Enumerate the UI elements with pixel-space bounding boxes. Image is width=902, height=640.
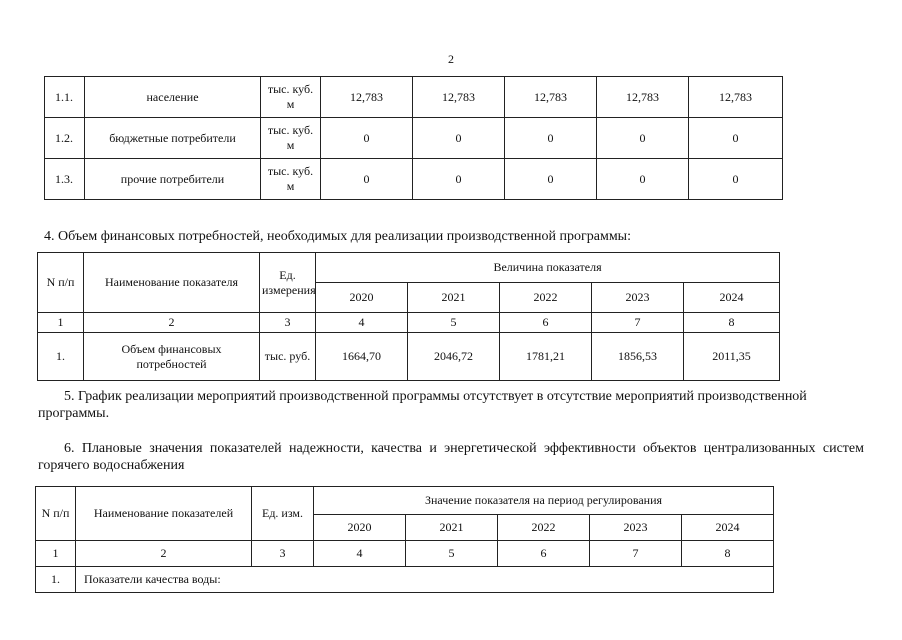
year-cell: 2021 — [408, 283, 500, 313]
header-name: Наименование показателей — [76, 487, 252, 541]
page-number: 2 — [448, 52, 454, 66]
value-cell: 0 — [597, 118, 689, 159]
indicators-table — [35, 486, 774, 593]
column-number: 3 — [252, 541, 314, 567]
column-number: 4 — [316, 313, 408, 333]
table-row — [45, 159, 783, 200]
year-cell: 2021 — [406, 515, 498, 541]
header-unit: Ед. изм. — [252, 487, 314, 541]
value-cell: 0 — [321, 159, 413, 200]
value-cell: 0 — [505, 118, 597, 159]
year-cell: 2024 — [682, 515, 774, 541]
header-name: Наименование показателя — [84, 253, 260, 313]
value-cell: 2011,35 — [684, 333, 780, 381]
column-number: 2 — [84, 313, 260, 333]
year-cell: 2020 — [314, 515, 406, 541]
column-number: 8 — [684, 313, 780, 333]
header-row — [36, 487, 774, 515]
column-number: 6 — [500, 313, 592, 333]
column-number: 6 — [498, 541, 590, 567]
column-number: 5 — [406, 541, 498, 567]
year-cell: 2023 — [590, 515, 682, 541]
value-cell: 0 — [689, 159, 783, 200]
row-name: бюджетные потребители — [85, 118, 261, 159]
row-name: население — [85, 77, 261, 118]
value-cell: 1664,70 — [316, 333, 408, 381]
value-cell: 0 — [413, 159, 505, 200]
table-row — [38, 333, 780, 381]
row-number: 1. — [36, 567, 76, 593]
year-cell: 2023 — [592, 283, 684, 313]
year-cell: 2022 — [500, 283, 592, 313]
value-cell: 0 — [505, 159, 597, 200]
row-number: 1.3. — [45, 159, 85, 200]
row-label: Показатели качества воды: — [76, 567, 774, 593]
row-name: Объем финансовых потребностей — [84, 333, 260, 381]
finance-table — [37, 252, 780, 381]
table-row — [45, 118, 783, 159]
value-cell: 1781,21 — [500, 333, 592, 381]
header-unit: Ед. измерения — [260, 253, 316, 313]
value-cell: 12,783 — [597, 77, 689, 118]
row-number: 1.2. — [45, 118, 85, 159]
row-unit: тыс. куб. м — [261, 77, 321, 118]
row-unit: тыс. куб. м — [261, 118, 321, 159]
column-number: 1 — [36, 541, 76, 567]
value-cell: 2046,72 — [408, 333, 500, 381]
header-no: N п/п — [38, 253, 84, 313]
table-row — [36, 567, 774, 593]
value-cell: 0 — [689, 118, 783, 159]
column-numbers-row — [36, 541, 774, 567]
value-cell: 1856,53 — [592, 333, 684, 381]
consumption-table — [44, 76, 783, 200]
row-number: 1.1. — [45, 77, 85, 118]
section-5-text: 5. График реализации мероприятий производственной программы отсутствует в отсутствие мероприятий производственной программы. — [38, 389, 807, 421]
header-value: Величина показателя — [316, 253, 780, 283]
value-cell: 0 — [597, 159, 689, 200]
column-number: 7 — [592, 313, 684, 333]
year-cell: 2022 — [498, 515, 590, 541]
column-number: 3 — [260, 313, 316, 333]
header-no: N п/п — [36, 487, 76, 541]
column-number: 7 — [590, 541, 682, 567]
section-6-text: 6. Плановые значения показателей надежности, качества и энергетической эффективности объектов централизованных систем горячего водоснабжения — [38, 441, 864, 473]
value-cell: 12,783 — [413, 77, 505, 118]
header-row — [38, 253, 780, 283]
year-cell: 2024 — [684, 283, 780, 313]
header-value: Значение показателя на период регулирования — [314, 487, 774, 515]
value-cell: 0 — [413, 118, 505, 159]
value-cell: 12,783 — [505, 77, 597, 118]
column-number: 5 — [408, 313, 500, 333]
column-number: 1 — [38, 313, 84, 333]
table-row — [45, 77, 783, 118]
row-number: 1. — [38, 333, 84, 381]
section-4-heading: 4. Объем финансовых потребностей, необходимых для реализации производственной программы: — [44, 229, 631, 244]
column-number: 8 — [682, 541, 774, 567]
value-cell: 0 — [321, 118, 413, 159]
row-name: прочие потребители — [85, 159, 261, 200]
value-cell: 12,783 — [321, 77, 413, 118]
column-numbers-row — [38, 313, 780, 333]
column-number: 4 — [314, 541, 406, 567]
row-unit: тыс. куб. м — [261, 159, 321, 200]
column-number: 2 — [76, 541, 252, 567]
year-cell: 2020 — [316, 283, 408, 313]
row-unit: тыс. руб. — [260, 333, 316, 381]
value-cell: 12,783 — [689, 77, 783, 118]
